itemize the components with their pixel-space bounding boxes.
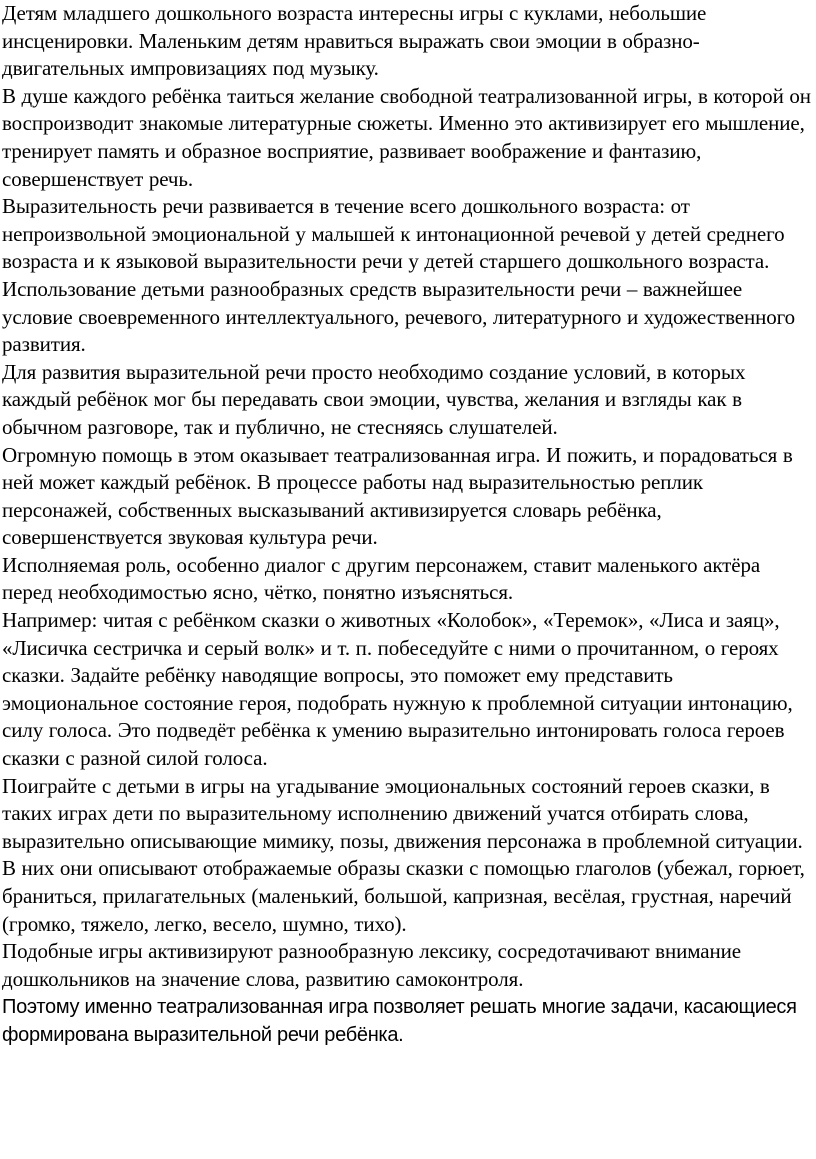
paragraph-9: Поиграйте с детьми в игры на угадывание эмоциональных состояний героев сказки, в таких играх дети по выразительному исполнению движений учатся отбирать слова, выразительно описывающие мимику, позы, движения персонажа в проблемной ситуации.	[2, 773, 803, 853]
paragraph-8: Например: читая с ребёнком сказки о животных «Колобок», «Теремок», «Лиса и заяц», «Лисичка сестричка и серый волк» и т. п. побеседуйте с ними о прочитанном, о героях сказки. Задайте ребёнку наводящие вопросы, это поможет ему представить эмоциональное состояние героя, подобрать нужную к проблемной ситуации интонацию, силу голоса. Это подведёт ребёнка к умению выразительно интонировать голоса героев сказки с разной силой голоса.	[2, 608, 793, 771]
paragraph-4: Использование детьми разнообразных средств выразительности речи – важнейшее условие своевременного интеллектуального, речевого, литературного и художественного развития.	[2, 276, 796, 357]
closing-paragraph: Поэтому именно театрализованная игра позволяет решать многие задачи, касающиеся формирована выразительной речи ребёнка.	[2, 996, 797, 1047]
paragraph-7: Исполняемая роль, особенно диалог с другим персонажем, ставит маленького актёра перед необходимостью ясно, чётко, понятно изъясняться.	[2, 552, 761, 605]
paragraph-2: В душе каждого ребёнка таиться желание свободной театрализованной игры, в которой он воспроизводит знакомые литературные сюжеты. Именно это активизирует его мышление, тренирует память и образное восприятие, развивает воображение и фантазию, совершенствует речь.	[2, 83, 811, 191]
paragraph-6: Огромную помощь в этом оказывает театрализованная игра. И пожить, и порадоваться в ней может каждый ребёнок. В процессе работы над выразительностью реплик персонажей, собственных высказываний активизируется словарь ребёнка, совершенствуется звуковая культура речи.	[2, 442, 793, 550]
paragraph-10: В них они описывают отображаемые образы сказки с помощью глаголов (убежал, горюет, браниться, прилагательных (маленький, большой, капризная, весёлая, грустная, наречий (громко, тяжело, легко, весело, шумно, тихо).	[2, 856, 805, 936]
paragraph-3: Выразительность речи развивается в течение всего дошкольного возраста: от непроизвольной эмоциональной у малышей к интонационной речевой у детей среднего возраста и к языковой выразительности речи у детей старшего дошкольного возраста.	[2, 194, 785, 274]
paragraph-5: Для развития выразительной речи просто необходимо создание условий, в которых каждый ребёнок мог бы передавать свои эмоции, чувства, желания и взгляды как в обычном разговоре, так и публично, не стесняясь слушателей.	[2, 359, 746, 439]
paragraph-1: Детям младшего дошкольного возраста интересны игры с куклами, небольшие инсценировки. Маленьким детям нравиться выражать свои эмоции в образно-двигательных импровизациях под музыку.	[2, 1, 707, 81]
paragraph-11: Подобные игры активизируют разнообразную лексику, сосредотачивают внимание дошкольников на значение слова, развитию самоконтроля.	[2, 939, 742, 991]
